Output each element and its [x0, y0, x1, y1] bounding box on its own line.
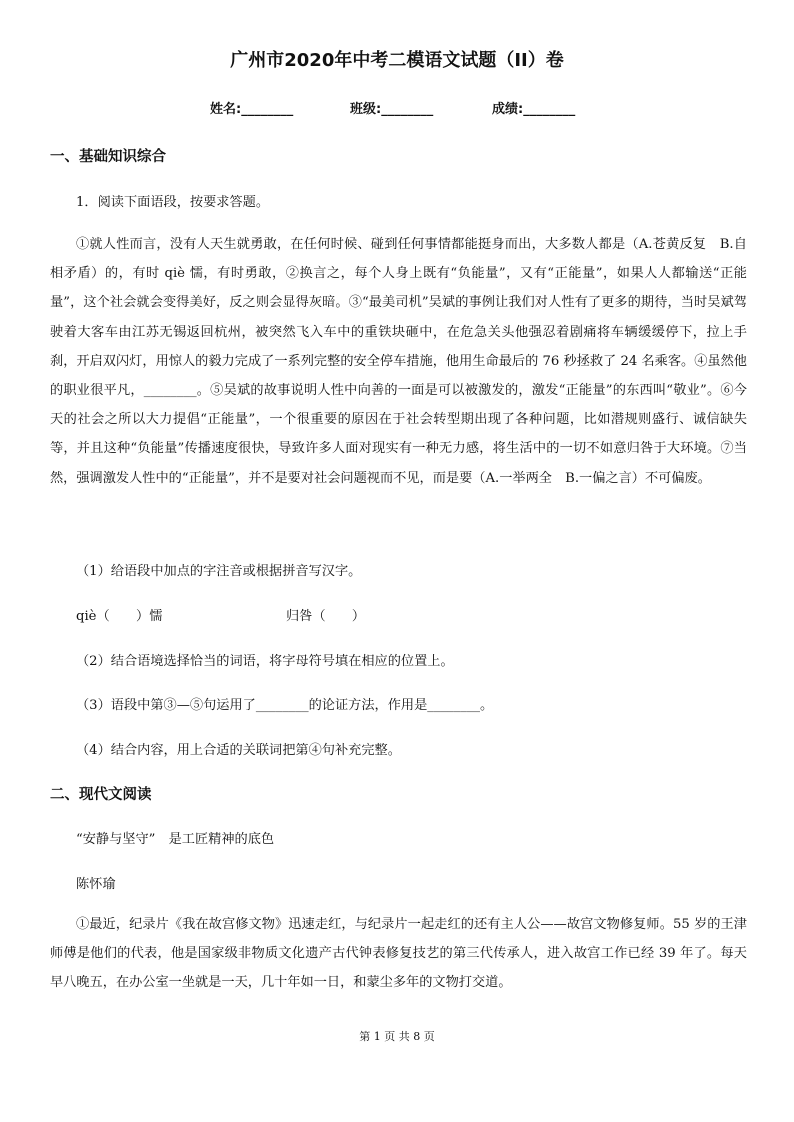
name-field: 姓名:________: [210, 102, 294, 117]
sub-question-1: （1）给语段中加点的字注音或根据拼音写汉字。: [76, 564, 362, 579]
question-1-prompt: 1．阅读下面语段，按要求答题。: [76, 195, 270, 210]
reading-passage: ①就人性而言，没有人天生就勇敢，在任何时候、碰到任何事情都能挺身而出，大多数人都是（A.苍黄反复 B.自相矛盾）的，有时 qiè 懦，有时勇敢，②换言之，每个人身上既有“负能量”，又有“正能量”，如果人人都输送“正能量”，这个社会就会变得美好，反之则会显得灰暗。③“最美司机”吴斌的事例让我们对人性有了更多的期待，当时吴斌驾驶着大客车由江苏无锡返回杭州，被突然飞入车中的重铁块砸中，在危急关头他强忍着剧痛将车辆缓缓停下，拉上手刹，开启双闪灯，用惊人的毅力完成了一系列完整的安全停车措施，他用生命最后的 76 秒拯救了 24 名乘客。④虽然他的职业很平凡，________。⑤吴斌的故事说明人性中向善的一面是可以被激发的，激发“正能量”的东西叫“敬业”。⑥今天的社会之所以大力提倡“正能量”，一个很重要的原因在于社会转型期出现了各种问题，比如潜规则盛行、诚信缺失等，并且这种“负能量”传播速度很快，导致许多人面对现实有一种无力感，将生活中的一切不如意归咎于大环境。⑦当然，强调激发人性中的“正能量”，并不是要对社会问题视而不见，而是要（A.一举两全 B.一偏之言）不可偏废。: [50, 237, 747, 486]
section-heading-basic: 一、基础知识综合: [50, 149, 166, 165]
section-heading-reading: 二、现代文阅读: [50, 787, 152, 803]
sub-question-1-blank-b: 归咎（ ）: [286, 609, 366, 624]
article-author: 陈怀瑜: [76, 877, 116, 892]
page-footer: 第 1 页 共 8 页: [359, 1030, 435, 1043]
article-paragraph-1: ①最近，纪录片《我在故宫修文物》迅速走红，与纪录片一起走红的还有主人公——故宫文物修复师。55 岁的王津师傅是他们的代表，他是国家级非物质文化遗产古代钟表修复技艺的第三代传承人，进入故宫工作已经 39 年了。每天早八晚五，在办公室一坐就是一天，几十年如一日，和蒙尘多年的文物打交道。: [50, 917, 747, 991]
article-title: “安静与坚守” 是工匠精神的底色: [76, 832, 275, 847]
class-field: 班级:________: [350, 102, 434, 117]
sub-question-3: （3）语段中第③—⑤句运用了________的论证方法，作用是________。: [76, 698, 494, 713]
sub-question-2: （2）结合语境选择恰当的词语，将字母符号填在相应的位置上。: [76, 654, 454, 669]
exam-title: 广州市2020年中考二模语文试题（II）卷: [230, 50, 564, 71]
score-field: 成绩:________: [492, 102, 576, 117]
sub-question-4: （4）结合内容，用上合适的关联词把第④句补充完整。: [76, 743, 401, 758]
sub-question-1-blank-a: qiè（ ）懦: [76, 609, 163, 624]
